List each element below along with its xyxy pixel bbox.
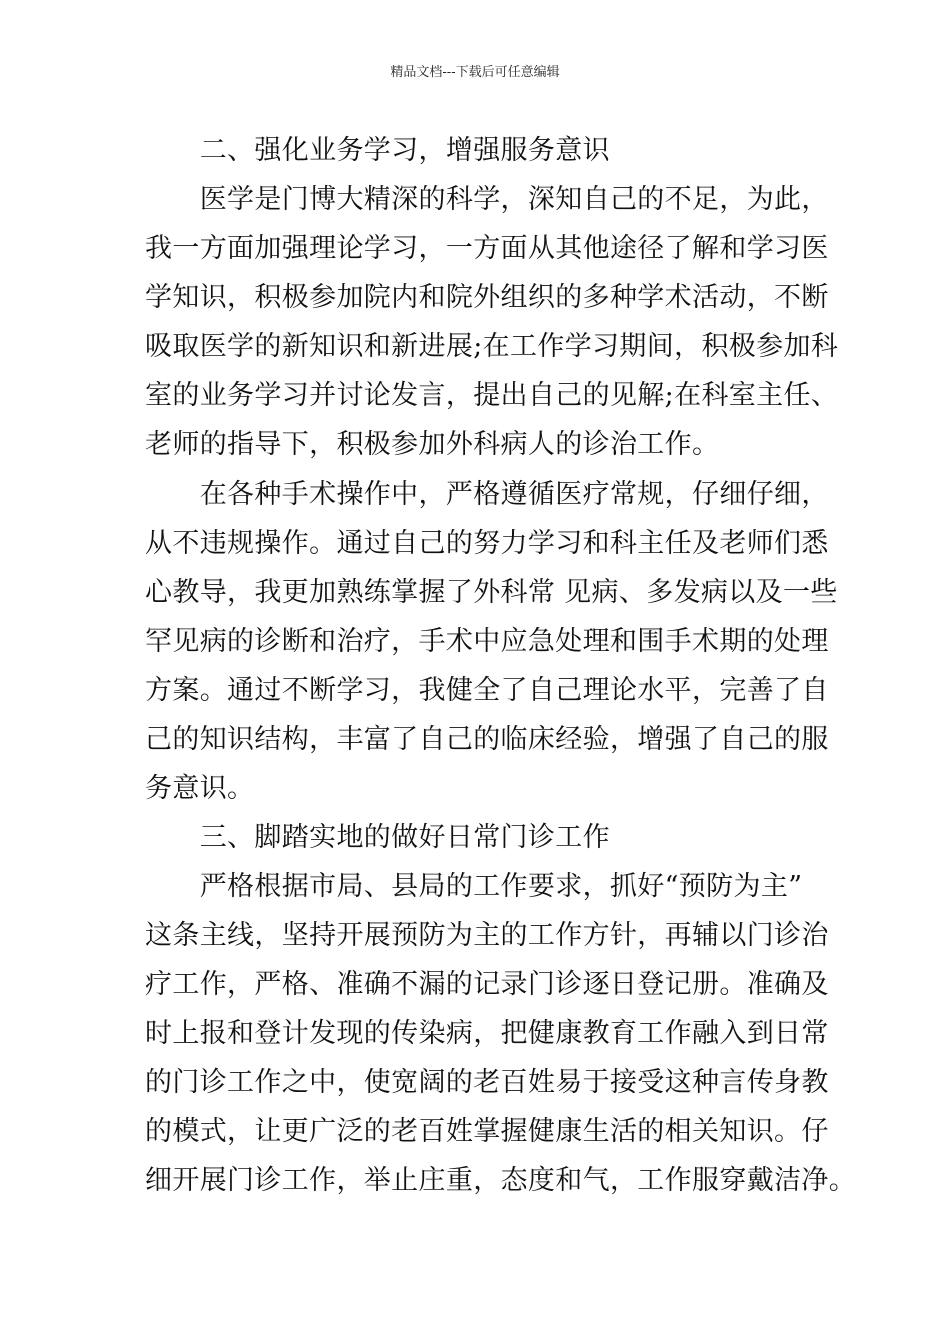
text-line: 的门诊工作之中，使宽阔的老百姓易于接受这种言传身教 <box>145 1067 829 1098</box>
text-line: 心教导，我更加熟练掌握了外科常 见病、多发病以及一些 <box>145 577 838 608</box>
section-heading-2: 二、强化业务学习，增强服务意识 <box>145 135 610 166</box>
text-line: 己的知识结构，丰富了自己的临床经验，增强了自己的服 <box>145 724 829 755</box>
text-line: 从不违规操作。通过自己的努力学习和科主任及老师们悉 <box>145 528 829 559</box>
text-line: 吸取医学的新知识和新进展;在工作学习期间，积极参加科 <box>145 331 839 362</box>
text-line: 细开展门诊工作，举止庄重，态度和气，工作服穿戴洁净。 <box>145 1165 857 1196</box>
text-line: 严格根据市局、县局的工作要求，抓好“预防为主” <box>145 871 803 902</box>
text-line: 我一方面加强理论学习，一方面从其他途径了解和学习医 <box>145 233 829 264</box>
text-line: 学知识，积极参加院内和院外组织的多种学术活动，不断 <box>145 282 829 313</box>
section-heading-3: 三、脚踏实地的做好日常门诊工作 <box>145 822 610 853</box>
text-line: 室的业务学习并讨论发言，提出自己的见解;在科室主任、 <box>145 380 839 411</box>
text-line: 的模式，让更广泛的老百姓掌握健康生活的相关知识。仔 <box>145 1116 829 1147</box>
text-line: 疗工作，严格、准确不漏的记录门诊逐日登记册。准确及 <box>145 969 829 1000</box>
text-line: 方案。通过不断学习，我健全了自己理论水平，完善了自 <box>145 675 829 706</box>
text-line: 在各种手术操作中，严格遵循医疗常规，仔细仔细， <box>145 479 829 510</box>
text-line: 务意识。 <box>145 773 255 804</box>
text-line: 老师的指导下，积极参加外科病人的诊治工作。 <box>145 429 720 460</box>
text-line: 医学是门博大精深的科学，深知自己的不足，为此， <box>145 184 829 215</box>
text-line: 这条主线，坚持开展预防为主的工作方针，再辅以门诊治 <box>145 920 829 951</box>
text-line: 时上报和登计发现的传染病，把健康教育工作融入到日常 <box>145 1018 829 1049</box>
page-header: 精品文档---下载后可任意编辑 <box>390 65 560 80</box>
text-line: 罕见病的诊断和治疗，手术中应急处理和围手术期的处理 <box>145 626 829 657</box>
